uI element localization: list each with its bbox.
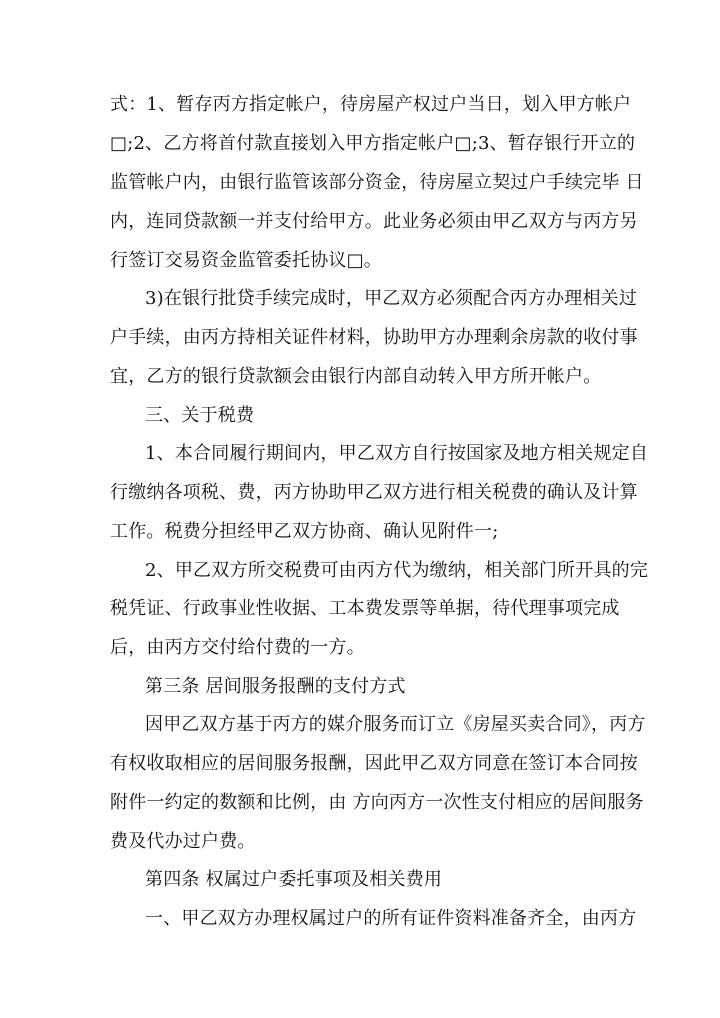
paragraph-start-line: 3)在银行批贷手续完成时，甲乙双方必须配合丙方办理相关过 xyxy=(145,288,638,309)
article-heading: 第三条 居间服务报酬的支付方式 xyxy=(145,676,406,697)
text-line: 工作。税费分担经甲乙双方协商、确认见附件一; xyxy=(110,521,499,542)
text-line: 后，由丙方交付给付费的一方。 xyxy=(110,637,365,658)
text-line: 户手续，由丙方持相关证件材料，协助甲方办理剩余房款的收付事 xyxy=(110,327,638,348)
article-heading: 第四条 权属过户委托事项及相关费用 xyxy=(145,869,443,890)
text-line: 税凭证、行政事业性收据、工本费发票等单据，待代理事项完成 xyxy=(110,598,620,619)
paragraph-start-line: 1、本合同履行期间内，甲乙双方自行按国家及地方相关规定自 xyxy=(145,443,649,464)
text-line: □;2、乙方将首付款直接划入甲方指定帐户□;3、暂存银行开立的 xyxy=(110,133,636,154)
paragraph-start-line: 2、甲乙双方所交税费可由丙方代为缴纳，相关部门所开具的完 xyxy=(145,560,649,581)
text-line: 有权收取相应的居间服务报酬，因此甲乙双方同意在签订本合同按 xyxy=(110,753,638,774)
text-line: 监管帐户内，由银行监管该部分资金，待房屋立契过户手续完毕 日 xyxy=(110,172,644,193)
paragraph-start-line: 因甲乙双方基于丙方的媒介服务而订立《房屋买卖合同》，丙方 xyxy=(145,714,646,735)
text-line: 宜，乙方的银行贷款额会由银行内部自动转入甲方所开帐户。 xyxy=(110,366,602,387)
paragraph-start-line: 一、甲乙双方办理权属过户的所有证件资料准备齐全，由丙方 xyxy=(145,908,637,929)
text-line: 行签订交易资金监管委托协议□。 xyxy=(110,250,383,271)
section-heading: 三、关于税费 xyxy=(145,405,255,426)
text-line: 式：1、暂存丙方指定帐户，待房屋产权过户当日，划入甲方帐户 xyxy=(110,94,632,115)
text-line: 行缴纳各项税、费，丙方协助甲乙双方进行相关税费的确认及计算 xyxy=(110,482,638,503)
text-line: 附件一约定的数额和比例，由 方向丙方一次性支付相应的居间服务 xyxy=(110,792,644,813)
text-line: 费及代办过户费。 xyxy=(110,831,256,852)
text-line: 内，连同贷款额一并支付给甲方。此业务必须由甲乙双方与丙方另 xyxy=(110,211,638,232)
